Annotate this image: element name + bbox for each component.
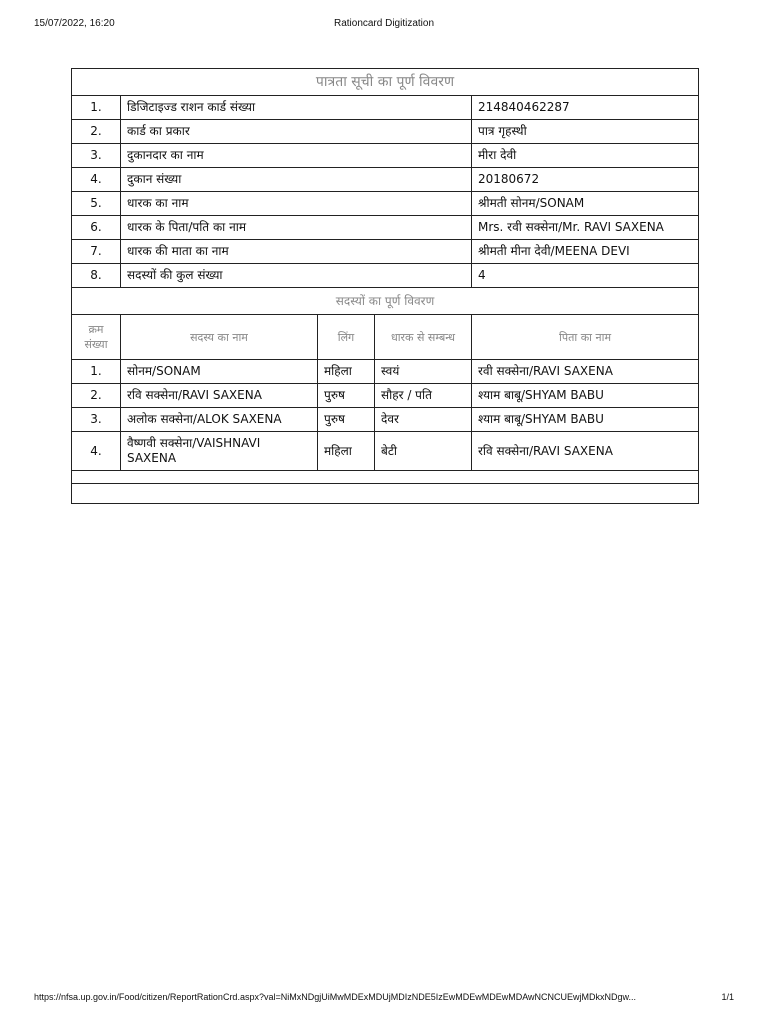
header-member-name: सदस्य का नाम — [121, 315, 318, 360]
empty-row — [72, 484, 699, 504]
member-row — [72, 408, 699, 432]
detail-row-value: 4 — [472, 264, 699, 288]
ration-card-table — [71, 68, 699, 504]
detail-row-label: धारक का नाम — [121, 192, 472, 216]
member-serial: 1. — [72, 360, 121, 384]
member-father-name: रवी सक्सेना/RAVI SAXENA — [472, 360, 699, 384]
detail-row-label: सदस्यों की कुल संख्या — [121, 264, 472, 288]
member-gender: पुरुष — [318, 384, 375, 408]
detail-row — [72, 240, 699, 264]
detail-row-value: 214840462287 — [472, 96, 699, 120]
detail-row-number: 3. — [72, 144, 121, 168]
detail-row-number: 2. — [72, 120, 121, 144]
detail-row-number: 5. — [72, 192, 121, 216]
member-serial: 4. — [72, 432, 121, 471]
member-gender: पुरुष — [318, 408, 375, 432]
member-relation: स्वयं — [375, 360, 472, 384]
members-header-row — [72, 315, 699, 360]
detail-row-label: धारक की माता का नाम — [121, 240, 472, 264]
member-serial: 2. — [72, 384, 121, 408]
header-father-name: पिता का नाम — [472, 315, 699, 360]
member-father-name: श्याम बाबू/SHYAM BABU — [472, 384, 699, 408]
detail-row — [72, 120, 699, 144]
detail-row-value: मीरा देवी — [472, 144, 699, 168]
details-section-title: पात्रता सूची का पूर्ण विवरण — [72, 69, 699, 96]
member-row — [72, 384, 699, 408]
detail-row-label: डिजिटाइज्ड राशन कार्ड संख्या — [121, 96, 472, 120]
empty-cell — [72, 484, 699, 504]
member-name: सोनम/SONAM — [121, 360, 318, 384]
member-name: अलोक सक्सेना/ALOK SAXENA — [121, 408, 318, 432]
detail-row — [72, 96, 699, 120]
detail-row — [72, 264, 699, 288]
detail-row-number: 8. — [72, 264, 121, 288]
member-father-name: श्याम बाबू/SHYAM BABU — [472, 408, 699, 432]
detail-row-number: 4. — [72, 168, 121, 192]
detail-row-value: 20180672 — [472, 168, 699, 192]
page-title: Rationcard Digitization — [333, 18, 435, 29]
detail-row-number: 6. — [72, 216, 121, 240]
header-relation: धारक से सम्बन्ध — [375, 315, 472, 360]
member-name: रवि सक्सेना/RAVI SAXENA — [121, 384, 318, 408]
member-row — [72, 360, 699, 384]
detail-row-label: धारक के पिता/पति का नाम — [121, 216, 472, 240]
member-gender: महिला — [318, 360, 375, 384]
member-relation: बेटी — [375, 432, 472, 471]
member-father-name: रवि सक्सेना/RAVI SAXENA — [472, 432, 699, 471]
footer-url: https://nfsa.up.gov.in/Food/citizen/ReportRationCrd.aspx?val=NiMxNDgjUiMwMDExMDUjMDIzNDE5IzEwMDEwMDEwMDAwNCNCUEwjMDkxNDgw... — [34, 992, 637, 1002]
member-serial: 3. — [72, 408, 121, 432]
member-gender: महिला — [318, 432, 375, 471]
detail-row-number: 1. — [72, 96, 121, 120]
detail-row-label: दुकानदार का नाम — [121, 144, 472, 168]
detail-row-value: श्रीमती मीना देवी/MEENA DEVI — [472, 240, 699, 264]
detail-row-label: कार्ड का प्रकार — [121, 120, 472, 144]
header-serial: क्रम संख्या — [72, 315, 121, 360]
detail-row-value: Mrs. रवी सक्सेना/Mr. RAVI SAXENA — [472, 216, 699, 240]
member-relation: सौहर / पति — [375, 384, 472, 408]
empty-cell — [72, 471, 699, 484]
member-name: वैष्णवी सक्सेना/VAISHNAVI SAXENA — [121, 432, 318, 471]
print-datetime: 15/07/2022, 16:20 — [34, 18, 115, 29]
detail-row — [72, 192, 699, 216]
member-relation: देवर — [375, 408, 472, 432]
detail-row-value: श्रीमती सोनम/SONAM — [472, 192, 699, 216]
header-gender: लिंग — [318, 315, 375, 360]
detail-row — [72, 168, 699, 192]
empty-row — [72, 471, 699, 484]
members-section-title: सदस्यों का पूर्ण विवरण — [72, 288, 699, 315]
detail-row-label: दुकान संख्या — [121, 168, 472, 192]
detail-row-value: पात्र गृहस्थी — [472, 120, 699, 144]
page-number: 1/1 — [721, 992, 734, 1002]
detail-row — [72, 144, 699, 168]
member-row — [72, 432, 699, 471]
detail-row — [72, 216, 699, 240]
detail-row-number: 7. — [72, 240, 121, 264]
